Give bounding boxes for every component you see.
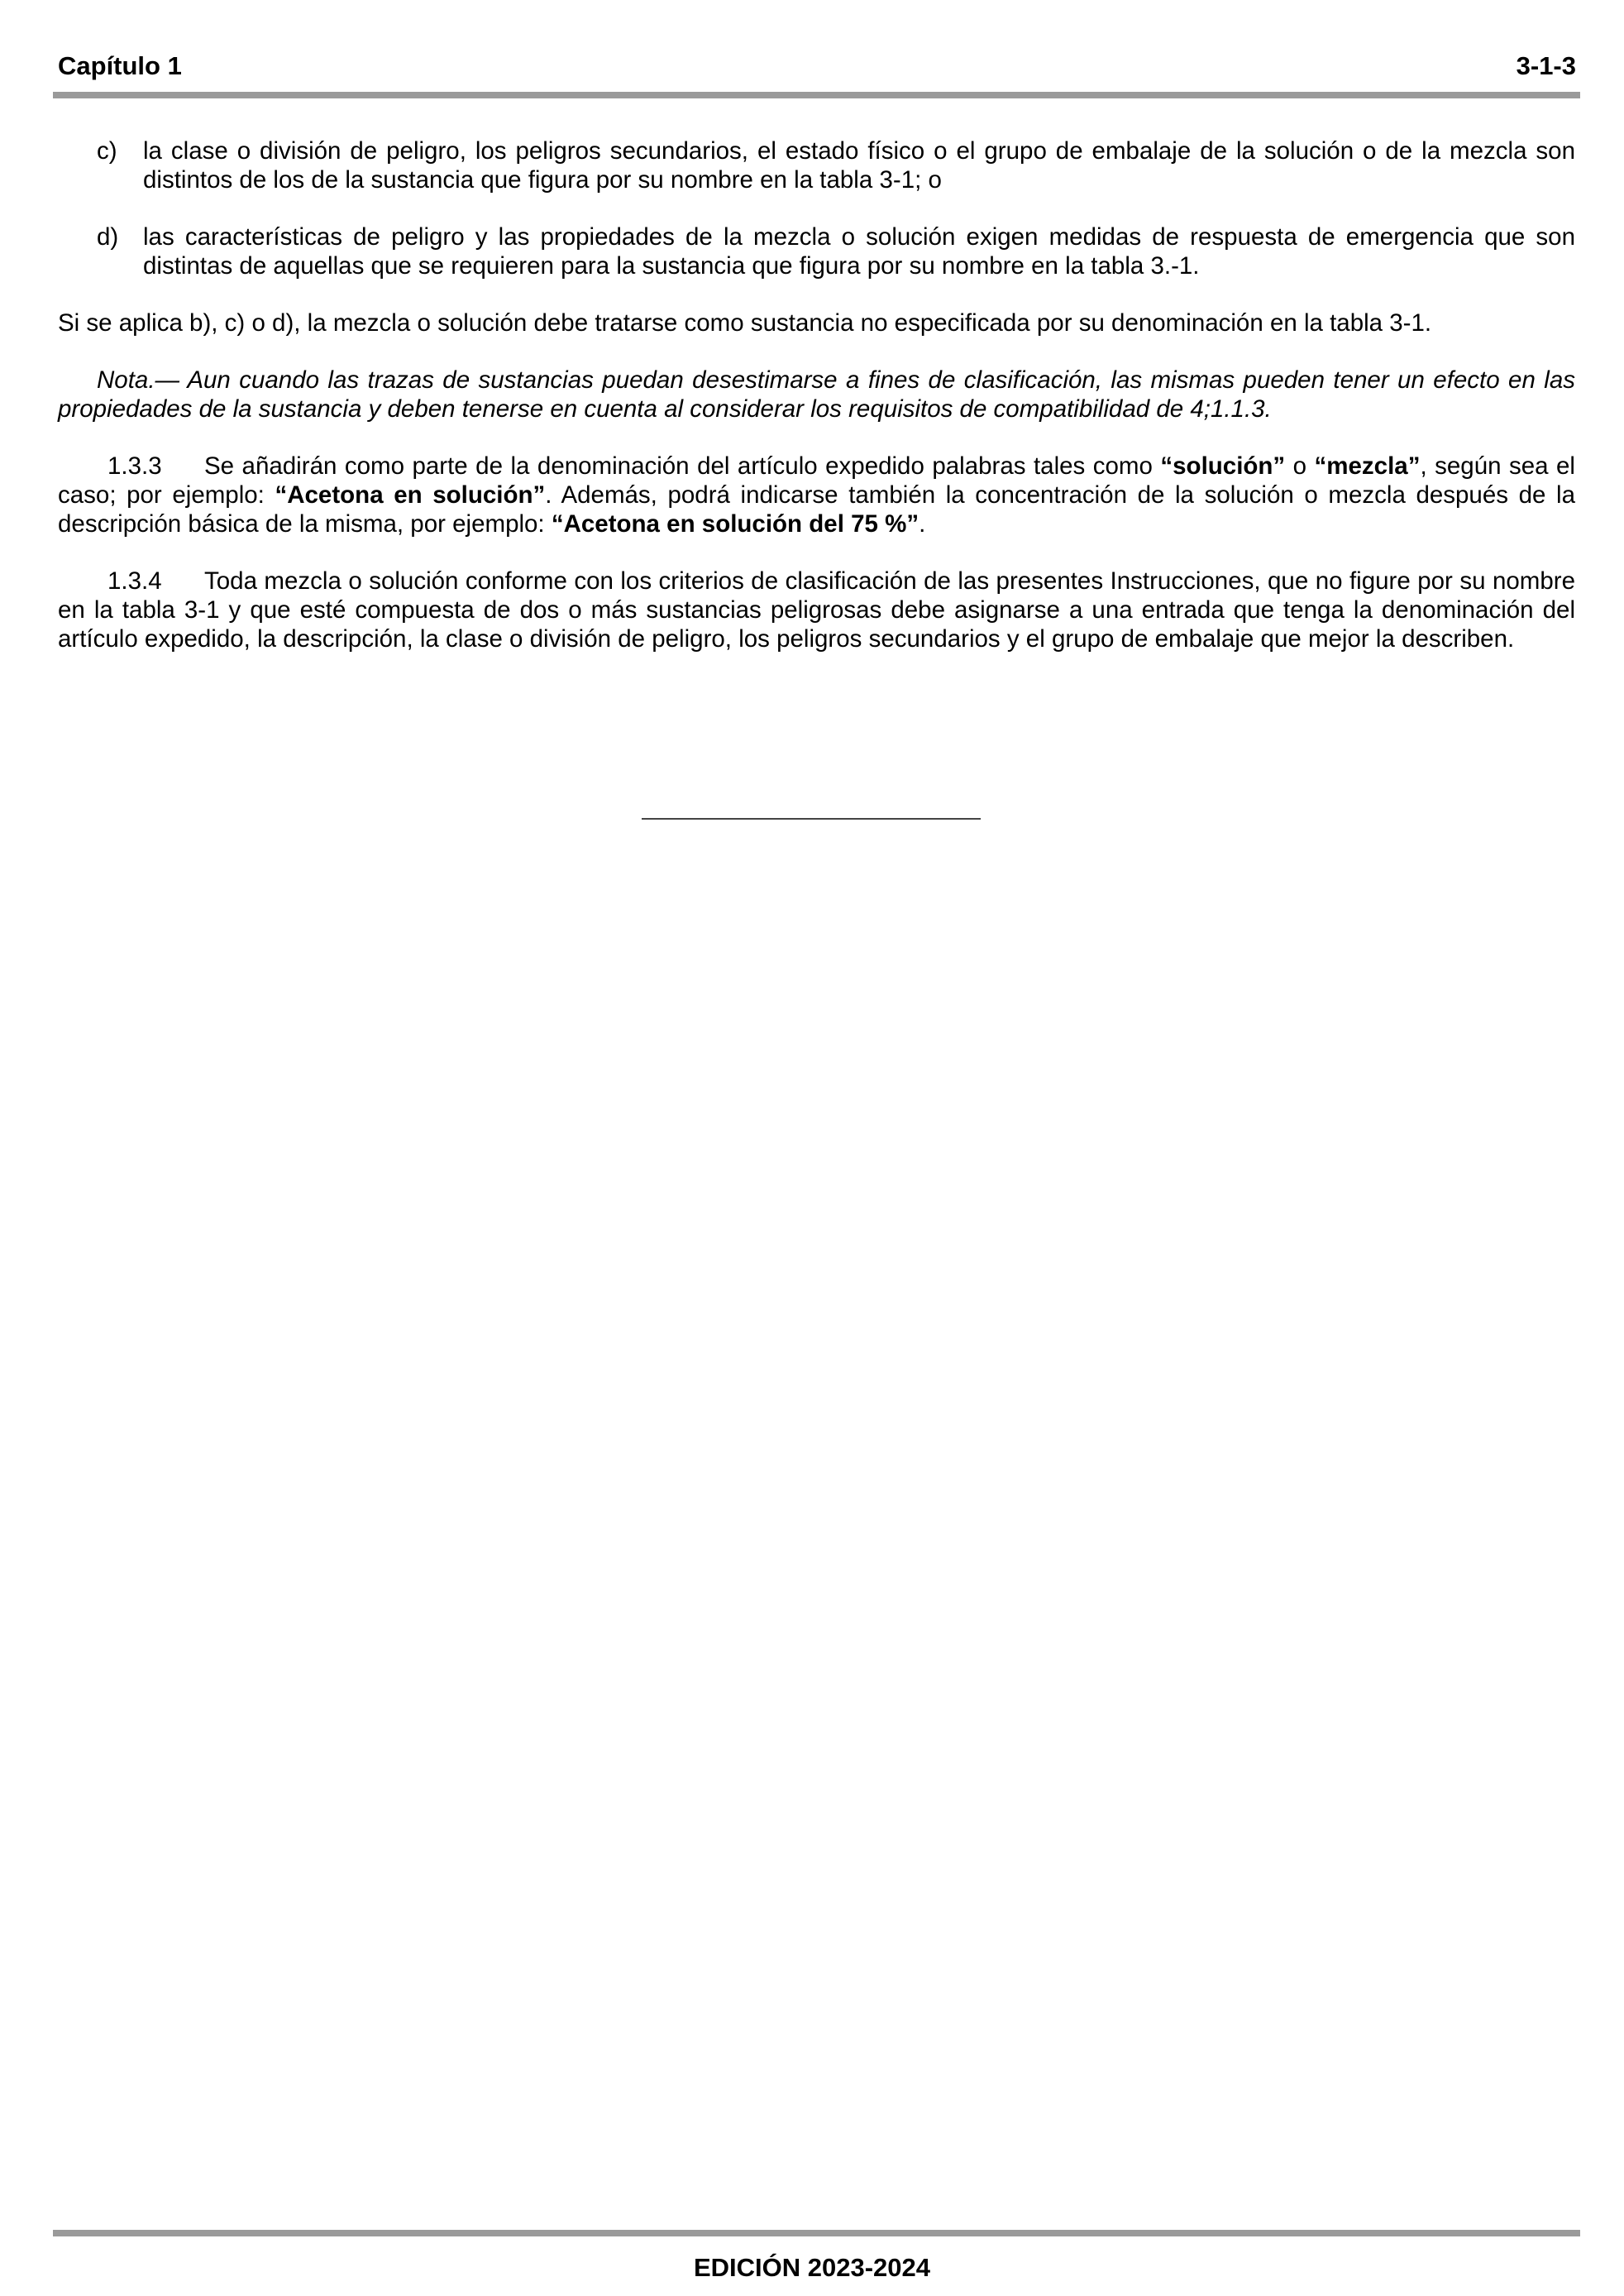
page-body	[58, 136, 1575, 682]
end-of-section-rule	[642, 818, 981, 820]
list-item-c	[58, 136, 1575, 194]
section-text: . Además, podrá indicarse también la concentración de la solución o mezcla después de la descripción básica de la misma, por ejemplo:	[58, 481, 1575, 538]
list-item-text: las características de peligro y las propiedades de la mezcla o solución exigen medidas de respuesta de emergencia que son distintas de aquellas que se requieren para la sustancia que figura por su nombre en la tabla 3.-1.	[143, 223, 1575, 280]
example-acetona: “Acetona en solución”	[275, 481, 546, 509]
section-text: o	[1285, 452, 1315, 480]
term-solucion: “solución”	[1160, 452, 1286, 480]
section-1-3-4	[58, 567, 1575, 653]
list-item-text: la clase o división de peligro, los peligros secundarios, el estado físico o el grupo de embalaje de la solución o de la mezcla son distintos de los de la sustancia que figura por su nombre en la tabla 3-1; o	[143, 137, 1575, 194]
list-item-d	[58, 222, 1575, 280]
section-text: Se añadirán como parte de la denominación del artículo expedido palabras tales como	[204, 452, 1161, 480]
section-text: .	[919, 510, 926, 538]
note-paragraph: Nota.— Aun cuando las trazas de sustancias puedan desestimarse a fines de clasificación, las mismas pueden tener un efecto en las propiedades de la sustancia y deben tenerse en cuenta al considerar los requisitos de compatibilidad de 4;1.1.3.	[58, 366, 1575, 423]
list-marker: d)	[97, 223, 119, 251]
section-number: 1.3.4	[107, 567, 162, 595]
header-rule	[53, 92, 1580, 98]
list-marker: c)	[97, 137, 117, 165]
example-acetona-75: “Acetona en solución del 75 %”	[551, 510, 919, 538]
term-mezcla: “mezcla”	[1314, 452, 1421, 480]
section-number: 1.3.3	[107, 452, 162, 480]
footer-rule	[53, 2230, 1580, 2236]
chapter-title: Capítulo 1	[58, 51, 182, 80]
page-number: 3-1-3	[1516, 51, 1576, 80]
paragraph-apply: Si se aplica b), c) o d), la mezcla o solución debe tratarse como sustancia no especificada por su denominación en la tabla 3-1.	[58, 309, 1432, 337]
page-header	[58, 51, 1576, 84]
section-text: Toda mezcla o solución conforme con los criterios de clasificación de las presentes Instrucciones, que no figure por su nombre en la tabla 3-1 y que esté compuesta de dos o más sustancias peligrosas debe asignarse a una entrada que tenga la denominación del artículo expedido, la descripción, la clase o división de peligro, los peligros secundarios y el grupo de embalaje que mejor la describen.	[58, 567, 1575, 653]
section-text: , según sea el caso; por ejemplo:	[58, 452, 1575, 509]
section-1-3-3	[58, 452, 1575, 538]
edition-footer: EDICIÓN 2023-2024	[693, 2253, 931, 2282]
